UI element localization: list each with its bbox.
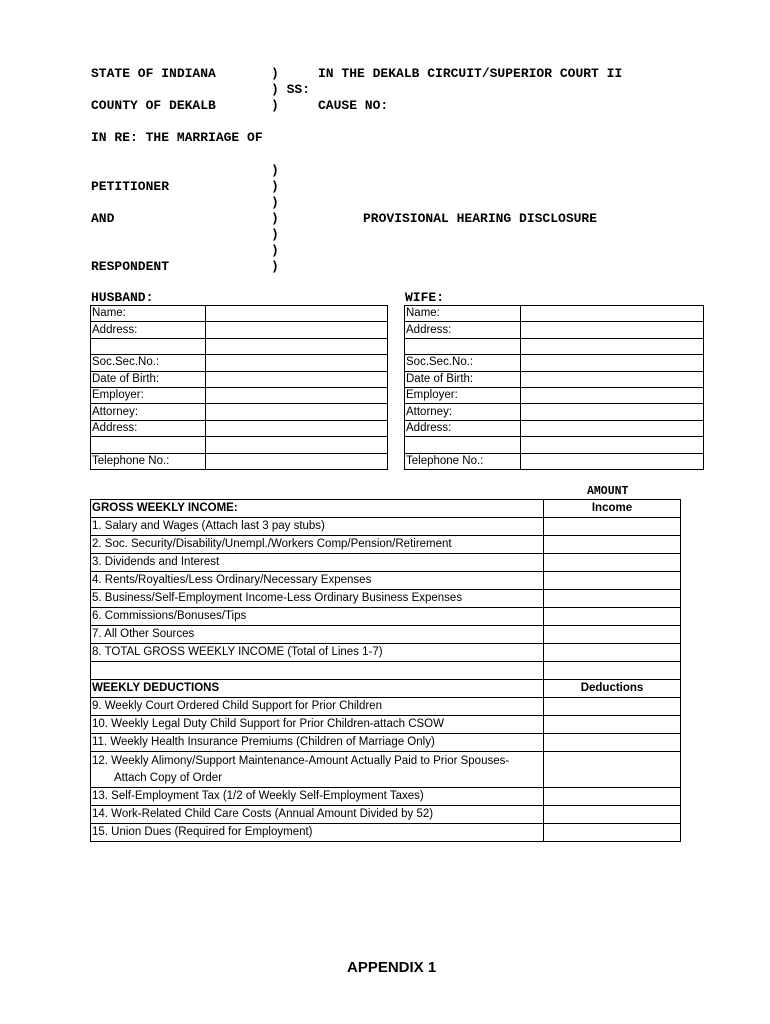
document-title: PROVISIONAL HEARING DISCLOSURE <box>363 211 598 226</box>
table-row <box>91 590 681 608</box>
deduction-amount-field[interactable] <box>544 734 681 752</box>
income-amount-field[interactable] <box>544 554 681 572</box>
table-row <box>91 572 681 590</box>
state-label: STATE OF INDIANA <box>91 66 216 81</box>
wife-attorney-label: Attorney: <box>405 404 521 420</box>
caption-paren: ) <box>271 163 279 178</box>
wife-name-field[interactable] <box>521 306 704 322</box>
table-row <box>91 306 388 322</box>
deduction-item-label: 13. Self-Employment Tax (1/2 of Weekly Self-Employment Taxes) <box>91 788 544 806</box>
husband-attorney-label: Attorney: <box>91 404 206 420</box>
table-row <box>91 608 681 626</box>
income-amount-field[interactable] <box>544 626 681 644</box>
and-label: AND <box>91 211 115 226</box>
table-row <box>91 788 681 806</box>
wife-dob-label: Date of Birth: <box>405 371 521 387</box>
husband-attorney-address-label: Address: <box>91 420 206 436</box>
caption-paren: ) <box>271 211 279 226</box>
husband-telephone-field[interactable] <box>206 453 388 469</box>
income-amount-field[interactable] <box>544 518 681 536</box>
caption-paren: ) <box>271 243 279 258</box>
appendix-label: APPENDIX 1 <box>347 959 437 976</box>
table-row <box>91 806 681 824</box>
husband-dob-field[interactable] <box>206 371 388 387</box>
deduction-amount-field[interactable] <box>544 806 681 824</box>
husband-address-cont-field[interactable] <box>206 338 388 354</box>
table-row <box>405 371 704 387</box>
income-item-label: 5. Business/Self-Employment Income-Less Ordinary Business Expenses <box>91 590 544 608</box>
husband-telephone-label: Telephone No.: <box>91 453 206 469</box>
husband-heading: HUSBAND: <box>91 290 154 305</box>
cause-number-label: CAUSE NO: <box>318 98 389 113</box>
deduction-amount-field[interactable] <box>544 824 681 842</box>
total-income-field[interactable] <box>544 644 681 662</box>
spacer-cell <box>91 662 544 680</box>
deduction-item-label: 10. Weekly Legal Duty Child Support for Prior Children-attach CSOW <box>91 716 544 734</box>
table-row <box>405 404 704 420</box>
income-item-label: 7. All Other Sources <box>91 626 544 644</box>
petitioner-label: PETITIONER <box>91 179 170 194</box>
husband-dob-label: Date of Birth: <box>91 371 206 387</box>
table-row <box>405 420 704 436</box>
deduction-item-label: 9. Weekly Court Ordered Child Support for Prior Children <box>91 698 544 716</box>
income-amount-field[interactable] <box>544 536 681 554</box>
table-row <box>405 338 704 354</box>
wife-heading: WIFE: <box>405 290 445 305</box>
table-row <box>91 387 388 403</box>
caption-paren: ) <box>271 259 279 274</box>
income-amount-field[interactable] <box>544 572 681 590</box>
respondent-label: RESPONDENT <box>91 259 170 274</box>
husband-ssn-field[interactable] <box>206 355 388 371</box>
table-row <box>91 500 681 518</box>
deduction-amount-field[interactable] <box>544 752 681 788</box>
caption-paren: ) <box>271 66 279 81</box>
table-row <box>91 752 681 788</box>
income-item-label: 6. Commissions/Bonuses/Tips <box>91 608 544 626</box>
deduction-item-text: 12. Weekly Alimony/Support Maintenance-Amount Actually Paid to Prior Spouses- <box>92 754 510 767</box>
deduction-amount-field[interactable] <box>544 788 681 806</box>
husband-ssn-label: Soc.Sec.No.: <box>91 355 206 371</box>
wife-address-cont-label <box>405 338 521 354</box>
husband-attorney-address-cont-label <box>91 437 206 453</box>
wife-dob-field[interactable] <box>521 371 704 387</box>
table-row <box>91 338 388 354</box>
husband-address-field[interactable] <box>206 322 388 338</box>
table-row <box>91 716 681 734</box>
amount-heading: AMOUNT <box>587 485 629 498</box>
table-row <box>91 437 388 453</box>
court-name: IN THE DEKALB CIRCUIT/SUPERIOR COURT II <box>318 66 623 81</box>
wife-ssn-field[interactable] <box>521 355 704 371</box>
caption-paren: ) <box>271 98 279 113</box>
deduction-item-continuation: Attach Copy of Order <box>114 771 223 784</box>
husband-employer-field[interactable] <box>206 387 388 403</box>
deduction-item-label: 14. Work-Related Child Care Costs (Annual Amount Divided by 52) <box>91 806 544 824</box>
deductions-column-label: Deductions <box>544 680 681 698</box>
table-row <box>91 355 388 371</box>
income-item-label: 2. Soc. Security/Disability/Unempl./Workers Comp/Pension/Retirement <box>91 536 544 554</box>
table-row <box>91 554 681 572</box>
weekly-deductions-heading: WEEKLY DEDUCTIONS <box>91 680 544 698</box>
deduction-item-label <box>91 752 544 788</box>
wife-address-label: Address: <box>405 322 521 338</box>
wife-attorney-address-cont-field[interactable] <box>521 437 704 453</box>
husband-attorney-address-field[interactable] <box>206 420 388 436</box>
caption-paren: ) <box>271 227 279 242</box>
deduction-item-label: 15. Union Dues (Required for Employment) <box>91 824 544 842</box>
table-row <box>91 698 681 716</box>
wife-telephone-field[interactable] <box>521 453 704 469</box>
gross-weekly-income-heading: GROSS WEEKLY INCOME: <box>91 500 544 518</box>
table-row <box>91 680 681 698</box>
husband-name-field[interactable] <box>206 306 388 322</box>
wife-telephone-label: Telephone No.: <box>405 453 521 469</box>
in-re-label: IN RE: THE MARRIAGE OF <box>91 130 263 145</box>
wife-address-cont-field[interactable] <box>521 338 704 354</box>
table-row <box>405 306 704 322</box>
deduction-amount-field[interactable] <box>544 716 681 734</box>
table-row <box>91 626 681 644</box>
wife-name-label: Name: <box>405 306 521 322</box>
table-row <box>91 824 681 842</box>
income-item-label: 4. Rents/Royalties/Less Ordinary/Necessary Expenses <box>91 572 544 590</box>
total-income-label: 8. TOTAL GROSS WEEKLY INCOME (Total of Lines 1-7) <box>91 644 544 662</box>
table-row <box>405 387 704 403</box>
caption-paren: ) <box>271 195 279 210</box>
deduction-amount-field[interactable] <box>544 698 681 716</box>
financial-table <box>90 499 681 842</box>
husband-address-label: Address: <box>91 322 206 338</box>
table-row <box>91 322 388 338</box>
deduction-item-label: 11. Weekly Health Insurance Premiums (Children of Marriage Only) <box>91 734 544 752</box>
income-amount-field[interactable] <box>544 608 681 626</box>
husband-address-cont-label <box>91 338 206 354</box>
husband-attorney-field[interactable] <box>206 404 388 420</box>
table-row <box>405 453 704 469</box>
county-label: COUNTY OF DEKALB <box>91 98 216 113</box>
table-row <box>405 437 704 453</box>
table-row <box>91 518 681 536</box>
husband-info-table <box>90 305 388 470</box>
wife-attorney-address-field[interactable] <box>521 420 704 436</box>
table-row <box>91 536 681 554</box>
husband-employer-label: Employer: <box>91 387 206 403</box>
wife-ssn-label: Soc.Sec.No.: <box>405 355 521 371</box>
income-amount-field[interactable] <box>544 590 681 608</box>
table-row <box>405 355 704 371</box>
spacer-cell <box>544 662 681 680</box>
table-row <box>91 453 388 469</box>
table-row <box>91 644 681 662</box>
wife-attorney-field[interactable] <box>521 404 704 420</box>
wife-employer-field[interactable] <box>521 387 704 403</box>
wife-info-table <box>404 305 704 470</box>
wife-address-field[interactable] <box>521 322 704 338</box>
husband-name-label: Name: <box>91 306 206 322</box>
husband-attorney-address-cont-field[interactable] <box>206 437 388 453</box>
income-item-label: 3. Dividends and Interest <box>91 554 544 572</box>
income-item-label: 1. Salary and Wages (Attach last 3 pay stubs) <box>91 518 544 536</box>
table-row <box>405 322 704 338</box>
table-row <box>91 404 388 420</box>
caption-paren: ) <box>271 179 279 194</box>
table-row <box>91 420 388 436</box>
income-column-label: Income <box>544 500 681 518</box>
table-row <box>91 734 681 752</box>
wife-attorney-address-cont-label <box>405 437 521 453</box>
wife-employer-label: Employer: <box>405 387 521 403</box>
ss-label: ) SS: <box>271 82 311 97</box>
table-row <box>91 662 681 680</box>
table-row <box>91 371 388 387</box>
wife-attorney-address-label: Address: <box>405 420 521 436</box>
